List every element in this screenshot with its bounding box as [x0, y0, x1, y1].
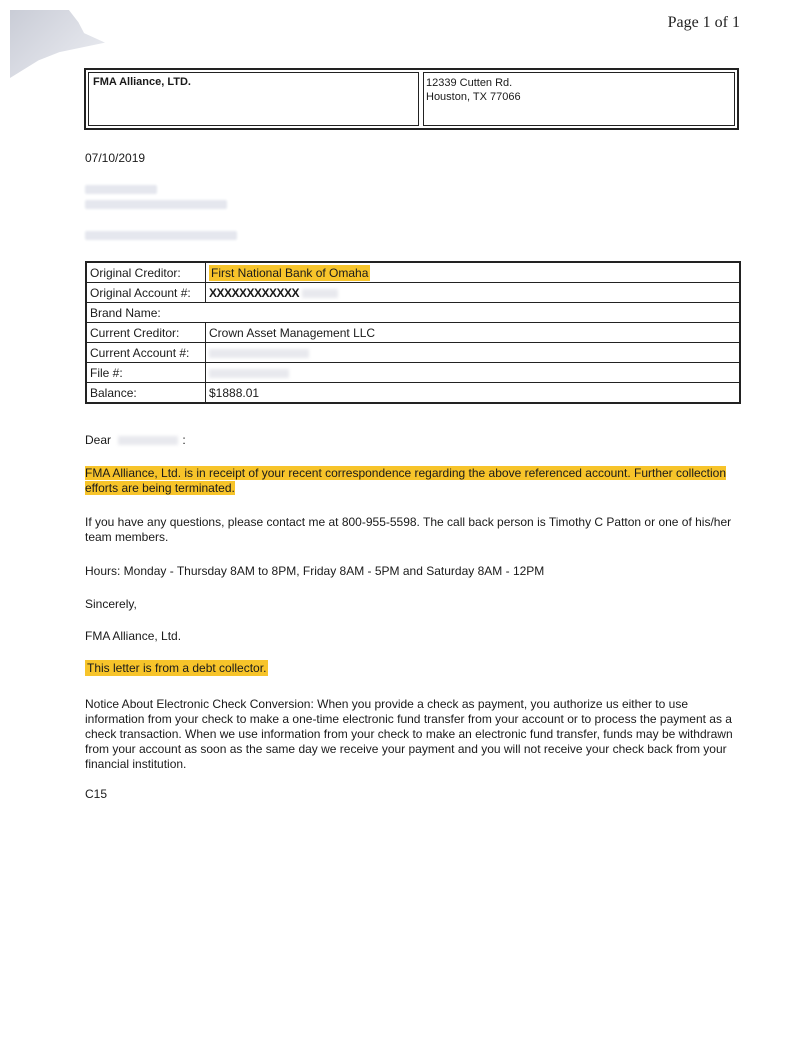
current-account-value: [206, 343, 741, 363]
table-row: [86, 283, 740, 303]
original-creditor-value: First National Bank of Omaha: [211, 265, 369, 280]
balance-value: $1888.01: [206, 383, 741, 404]
paragraph-termination: FMA Alliance, Ltd. is in receipt of your recent correspondence regarding the above referenced account. Further collection efforts are being terminated.: [85, 466, 727, 495]
signature: FMA Alliance, Ltd.: [85, 629, 182, 643]
table-row: [86, 383, 740, 404]
row-label: Current Account #:: [86, 343, 206, 363]
letterhead-box: [84, 68, 739, 130]
table-row: [86, 303, 740, 323]
closing: Sincerely,: [85, 597, 137, 611]
row-label: Brand Name:: [86, 303, 740, 323]
account-info-table: [85, 261, 741, 404]
address-line-1: 12339 Cutten Rd.: [426, 77, 513, 89]
original-account-value: XXXXXXXXXXXX: [206, 283, 741, 303]
table-row: [86, 343, 740, 363]
row-label: Balance:: [86, 383, 206, 404]
row-label: Current Creditor:: [86, 323, 206, 343]
row-label: Original Account #:: [86, 283, 206, 303]
row-label: Original Creditor:: [86, 262, 206, 283]
file-number-value: [206, 363, 741, 383]
row-value: [206, 262, 741, 283]
page-number: Page 1 of 1: [667, 14, 740, 31]
current-creditor-value: Crown Asset Management LLC: [206, 323, 741, 343]
row-label: File #:: [86, 363, 206, 383]
paragraph-contact: If you have any questions, please contact me at 800-955-5598. The call back person is Timothy C Patton or one of his/her team members.: [85, 515, 732, 544]
table-row: [86, 262, 740, 283]
debt-collector-notice: This letter is from a debt collector.: [87, 661, 267, 675]
electronic-check-notice: Notice About Electronic Check Conversion: When you provide a check as payment, you authorize us either to use information from your check to make a one-time electronic fund transfer from your account or to process the payment as a check transaction. When we use information from your check to make an electronic fund transfer, funds may be withdrawn from your account as soon as the same day we receive your payment and you will not receive your check back from your financial institution.: [85, 697, 733, 771]
paragraph-hours: Hours: Monday - Thursday 8AM to 8PM, Friday 8AM - 5PM and Saturday 8AM - 12PM: [85, 564, 545, 578]
address-line-2: Houston, TX 77066: [426, 91, 521, 103]
redacted-recipient-city: [85, 231, 237, 246]
salutation: Dear :: [85, 433, 186, 447]
company-address: [423, 72, 735, 126]
table-row: [86, 363, 740, 383]
company-name: FMA Alliance, LTD.: [88, 72, 419, 126]
document-code: C15: [85, 787, 108, 801]
table-row: [86, 323, 740, 343]
redacted-recipient-address: [85, 185, 227, 215]
letter-date: 07/10/2019: [85, 151, 146, 165]
